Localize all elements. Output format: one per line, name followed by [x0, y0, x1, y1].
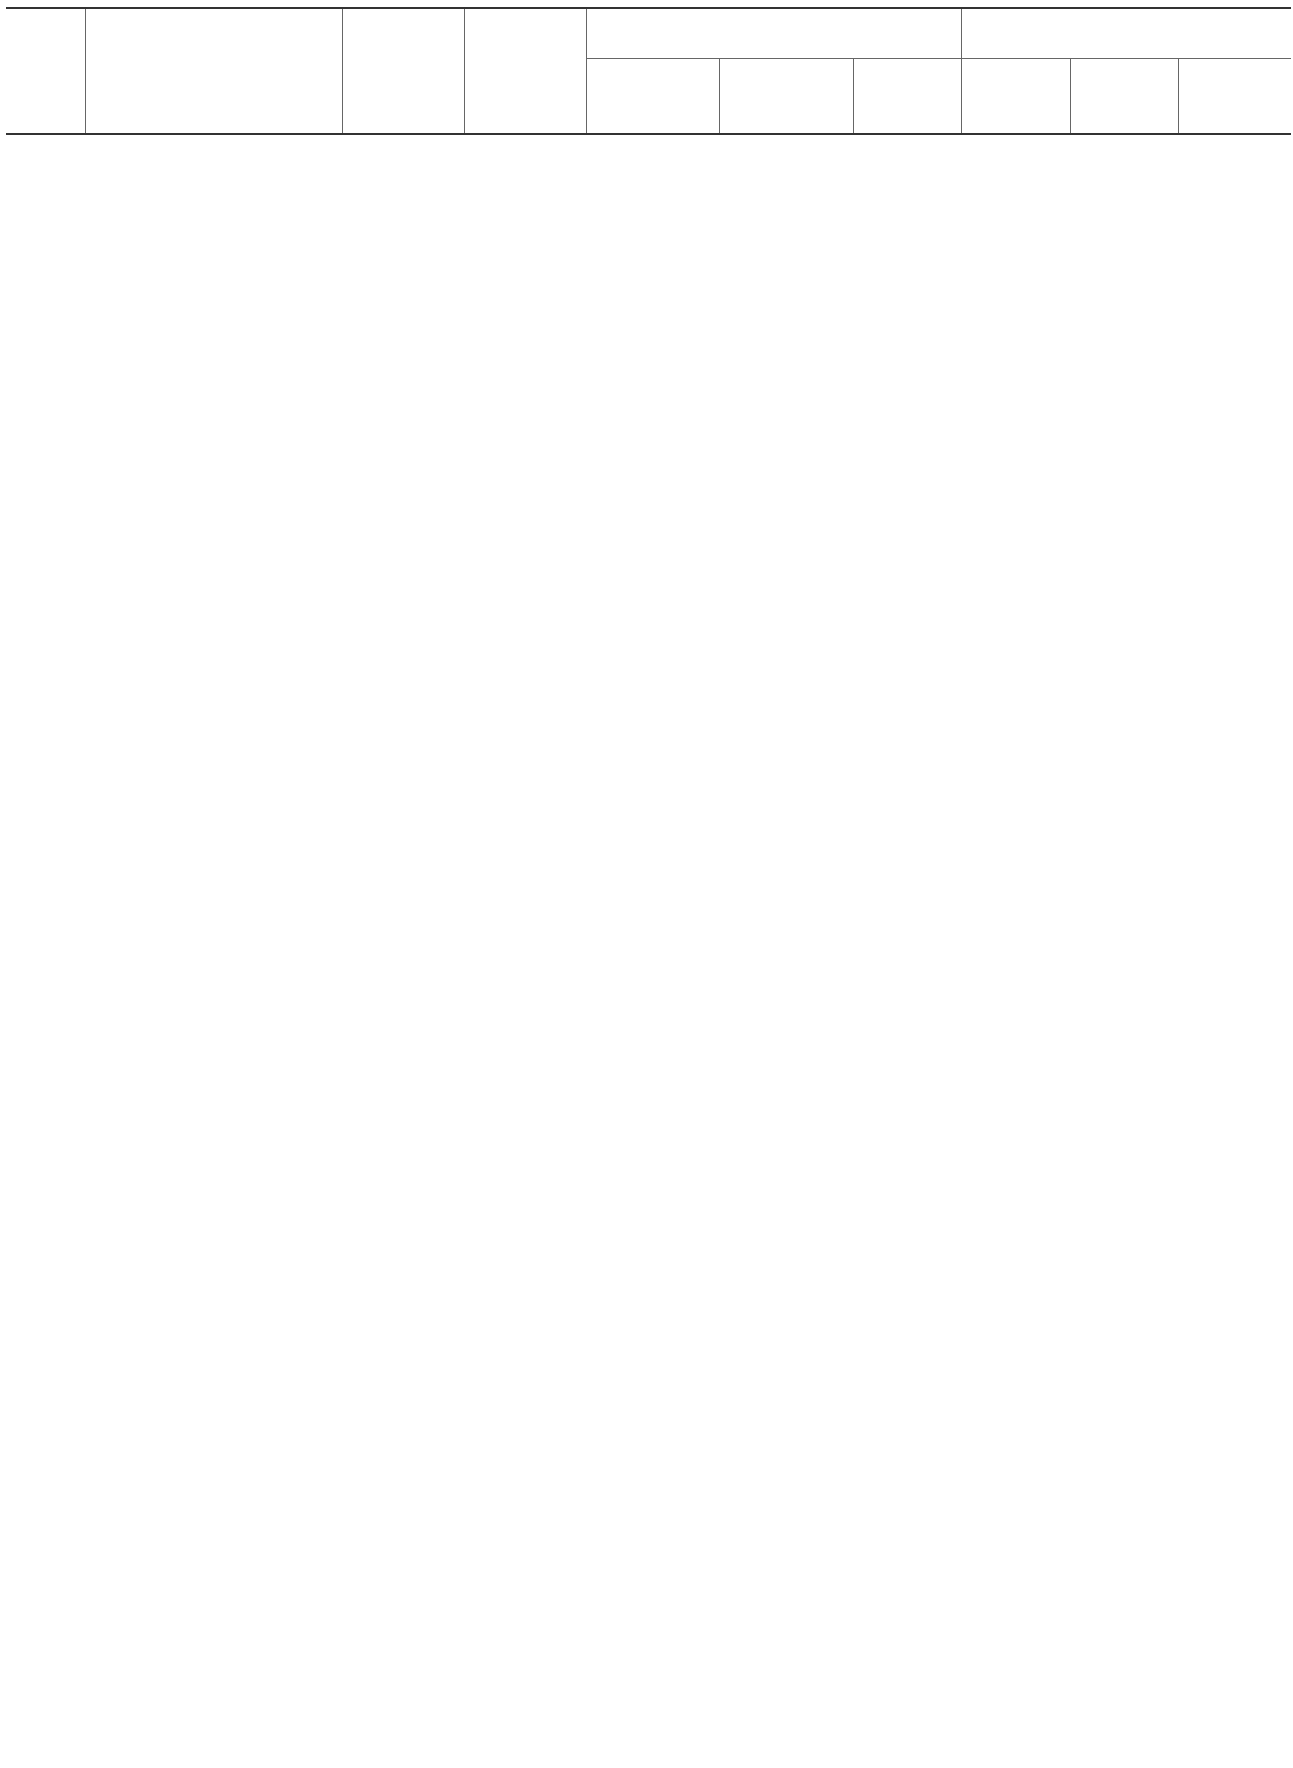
- header-ix-unit: [853, 96, 961, 134]
- header-x-axis: [586, 8, 961, 58]
- header-mass: [464, 8, 586, 134]
- header-category: [6, 8, 85, 134]
- header-iy: [1178, 58, 1291, 96]
- header-Ix-unit: [586, 96, 719, 134]
- header-ix: [853, 58, 961, 96]
- header-Iy: [961, 58, 1070, 96]
- header-Iy-unit: [961, 96, 1070, 134]
- header-spec: [85, 8, 342, 134]
- table-container: [6, 7, 1291, 135]
- header-area: [342, 8, 464, 134]
- header-y-axis: [961, 8, 1291, 58]
- table-header: [6, 8, 1291, 134]
- h-steel-spec-table: [6, 7, 1291, 135]
- header-Ix: [586, 58, 719, 96]
- header-Wx-unit: [719, 96, 853, 134]
- header-iy-unit: [1178, 96, 1291, 134]
- header-Wy-unit: [1070, 96, 1178, 134]
- header-Wx: [719, 58, 853, 96]
- header-Wy: [1070, 58, 1178, 96]
